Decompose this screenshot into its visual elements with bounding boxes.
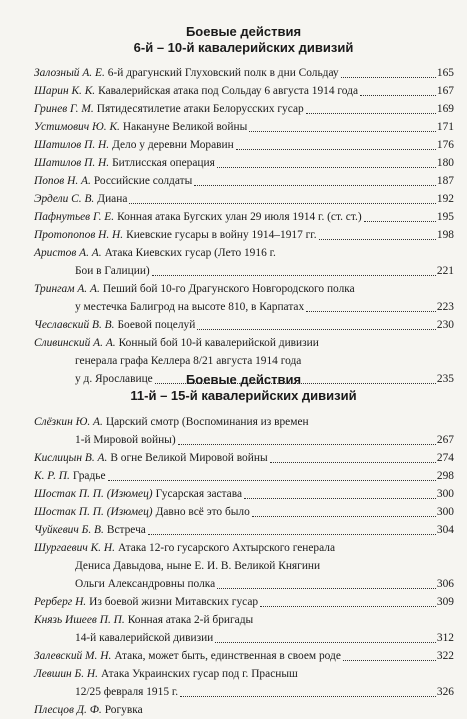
toc-entry	[0, 539, 467, 593]
toc-entry	[0, 413, 467, 449]
toc-entry	[0, 503, 467, 521]
leader-dots	[148, 534, 436, 535]
leader-dots	[194, 185, 436, 186]
entry-author: Трингам А. А.	[34, 283, 100, 295]
entry-title: Конный бой 10-й кавалерийской дивизии	[118, 337, 319, 349]
entry-author: Чуйкевич Б. В.	[34, 524, 104, 536]
entry-page-number: 304	[436, 524, 454, 536]
entry-title: Атака 12-го гусарского Ахтырского генерала	[117, 542, 336, 554]
entry-title: Пятидесятилетие атаки Белорусских гусар	[96, 103, 304, 115]
entry-title: Встреча	[106, 524, 146, 536]
toc-entry	[0, 244, 467, 280]
toc-entry	[0, 190, 467, 208]
toc-list-section1	[0, 64, 467, 388]
entry-title: Российские солдаты	[93, 175, 193, 187]
entry-author: Эрдели С. В.	[34, 193, 95, 205]
entry-page-number: 195	[436, 211, 454, 223]
entry-page-number: 274	[436, 452, 454, 464]
leader-dots	[152, 275, 436, 276]
entry-author: Залевский М. Н.	[34, 650, 112, 662]
section-heading-2	[0, 372, 467, 404]
entry-page-number: 176	[436, 139, 454, 151]
entry-title: Пеший бой 10-го Драгунского Новгородского полка	[102, 283, 355, 295]
entry-title: В огне Великой Мировой войны	[110, 452, 268, 464]
toc-entry	[0, 118, 467, 136]
entry-author: Чеславский В. В.	[34, 319, 115, 331]
leader-dots	[217, 167, 436, 168]
leader-dots	[244, 498, 436, 499]
entry-author: Залозный А. Е.	[34, 67, 105, 79]
toc-entry	[0, 611, 467, 647]
entry-page-number: 306	[436, 578, 454, 590]
entry-author: Шарин К. К.	[34, 85, 96, 97]
leader-dots	[319, 239, 436, 240]
entry-author: Сливинский А. А.	[34, 337, 116, 349]
entry-page-number: 187	[436, 175, 454, 187]
entry-author: Левшин Б. Н.	[34, 668, 98, 680]
toc-entry	[0, 100, 467, 118]
entry-author: Слёзкин Ю. А.	[34, 416, 103, 428]
entry-title: Боевой поцелуй	[117, 319, 196, 331]
entry-title: Киевские гусары в войну 1914–1917 гг.	[126, 229, 317, 241]
toc-entry	[0, 449, 467, 467]
entry-page-number: 171	[436, 121, 454, 133]
entry-page-number: 235	[436, 373, 454, 385]
entry-page-number: 221	[436, 265, 454, 277]
entry-title: Из боевой жизни Митавских гусар	[89, 596, 259, 608]
section-title-line2: 11-й – 15-й кавалерийских дивизий	[130, 388, 357, 403]
toc-entry	[0, 593, 467, 611]
section-title-line1: Боевые действия	[185, 372, 302, 387]
entry-title: Ольги Александровны полка	[75, 578, 216, 590]
entry-author: Шостак П. П. (Изюмец)	[34, 506, 153, 518]
entry-title: Диана	[97, 193, 128, 205]
entry-author: Плесцов Д. Ф.	[34, 704, 102, 716]
entry-title: Накануне Великой войны	[122, 121, 248, 133]
toc-entry	[0, 316, 467, 334]
entry-title: Градье	[72, 470, 106, 482]
entry-title: Атака Украинских гусар под г. Прасныш	[101, 668, 298, 680]
entry-page-number: 298	[436, 470, 454, 482]
entry-page-number: 312	[436, 632, 454, 644]
toc-entry	[0, 226, 467, 244]
entry-page-number: 165	[436, 67, 454, 79]
entry-title: у д. Ярославице	[75, 373, 153, 385]
entry-title: Атака Киевских гусар (Лето 1916 г.	[104, 247, 276, 259]
toc-entry	[0, 647, 467, 665]
toc-entry	[0, 136, 467, 154]
entry-author: Шостак П. П. (Изюмец)	[34, 488, 153, 500]
leader-dots	[252, 516, 436, 517]
entry-title: генерала графа Келлера 8/21 августа 1914 года	[75, 355, 302, 367]
leader-dots	[360, 95, 436, 96]
section-title-line1: Боевые действия	[185, 24, 302, 39]
leader-dots	[180, 696, 436, 697]
entry-author: Шургаевич К. Н.	[34, 542, 115, 554]
entry-title: Конная атака Бугских улан 29 июля 1914 г. (ст. ст.)	[117, 211, 362, 223]
toc-entry	[0, 64, 467, 82]
entry-title: Рогувка	[104, 704, 143, 716]
entry-author: Кислицын В. А.	[34, 452, 108, 464]
entry-page-number: 300	[436, 506, 454, 518]
leader-dots	[341, 77, 436, 78]
entry-page-number: 300	[436, 488, 454, 500]
leader-dots	[236, 149, 436, 150]
leader-dots	[217, 588, 436, 589]
entry-page-number: 223	[436, 301, 454, 313]
toc-entry	[0, 485, 467, 503]
entry-page-number: 192	[436, 193, 454, 205]
entry-title: Давно всё это было	[155, 506, 250, 518]
toc-list-section2	[0, 413, 467, 719]
entry-author: К. Р. П.	[34, 470, 70, 482]
entry-title: Бои в Галиции)	[75, 265, 150, 277]
leader-dots	[197, 329, 436, 330]
toc-entry	[0, 665, 467, 701]
entry-author: Князь Ишеев П. П.	[34, 614, 125, 626]
leader-dots	[306, 113, 436, 114]
entry-author: Протопопов Н. Н.	[34, 229, 124, 241]
entry-page-number: 180	[436, 157, 454, 169]
entry-title: Кавалерийская атака под Сольдау 6 августа 1914 года	[98, 85, 359, 97]
leader-dots	[364, 221, 436, 222]
entry-title: Дениса Давыдова, ныне Е. И. В. Великой Княгини	[75, 560, 321, 572]
leader-dots	[215, 642, 436, 643]
entry-author: Гринев Г. М.	[34, 103, 94, 115]
entry-page-number: 322	[436, 650, 454, 662]
toc-entry	[0, 280, 467, 316]
entry-page-number: 267	[436, 434, 454, 446]
entry-author: Шатилов П. Н.	[34, 139, 110, 151]
toc-entry	[0, 467, 467, 485]
entry-author: Попов Н. А.	[34, 175, 91, 187]
entry-title: 1-й Мировой войны)	[75, 434, 176, 446]
entry-title: Дело у деревни Моравин	[112, 139, 234, 151]
section-heading-1	[0, 24, 467, 56]
leader-dots	[343, 660, 436, 661]
entry-title: Битлисская операция	[112, 157, 215, 169]
toc-entry	[0, 701, 467, 719]
entry-title: 12/25 февраля 1915 г.	[75, 686, 179, 698]
entry-title: Конная атака 2-й бригады	[127, 614, 254, 626]
entry-page-number: 309	[436, 596, 454, 608]
entry-title: 14-й кавалерийской дивизии	[75, 632, 214, 644]
leader-dots	[108, 480, 436, 481]
toc-entry	[0, 154, 467, 172]
entry-title: Атака, может быть, единственная в своем роде	[114, 650, 341, 662]
leader-dots	[306, 311, 436, 312]
entry-author: Устимович Ю. К.	[34, 121, 120, 133]
toc-entry	[0, 208, 467, 226]
entry-page-number: 326	[436, 686, 454, 698]
entry-author: Аристов А. А.	[34, 247, 102, 259]
entry-page-number: 169	[436, 103, 454, 115]
entry-title: Гусарская застава	[155, 488, 243, 500]
entry-page-number: 167	[436, 85, 454, 97]
leader-dots	[129, 203, 436, 204]
leader-dots	[249, 131, 436, 132]
toc-entry	[0, 521, 467, 539]
toc-entry	[0, 82, 467, 100]
leader-dots	[270, 462, 436, 463]
entry-author: Шатилов П. Н.	[34, 157, 110, 169]
entry-page-number: 198	[436, 229, 454, 241]
toc-entry	[0, 172, 467, 190]
section-title-line2: 6-й – 10-й кавалерийских дивизий	[133, 40, 354, 55]
entry-author: Рерберг Н.	[34, 596, 87, 608]
leader-dots	[260, 606, 436, 607]
leader-dots	[178, 444, 436, 445]
entry-author: Пафнутьев Г. Е.	[34, 211, 115, 223]
entry-title: Царский смотр (Воспоминания из времен	[105, 416, 309, 428]
entry-title: 6-й драгунский Глуховский полк в дни Сольдау	[107, 67, 339, 79]
entry-title: у местечка Балигрод на высоте 810, в Карпатах	[75, 301, 305, 313]
entry-page-number: 230	[436, 319, 454, 331]
